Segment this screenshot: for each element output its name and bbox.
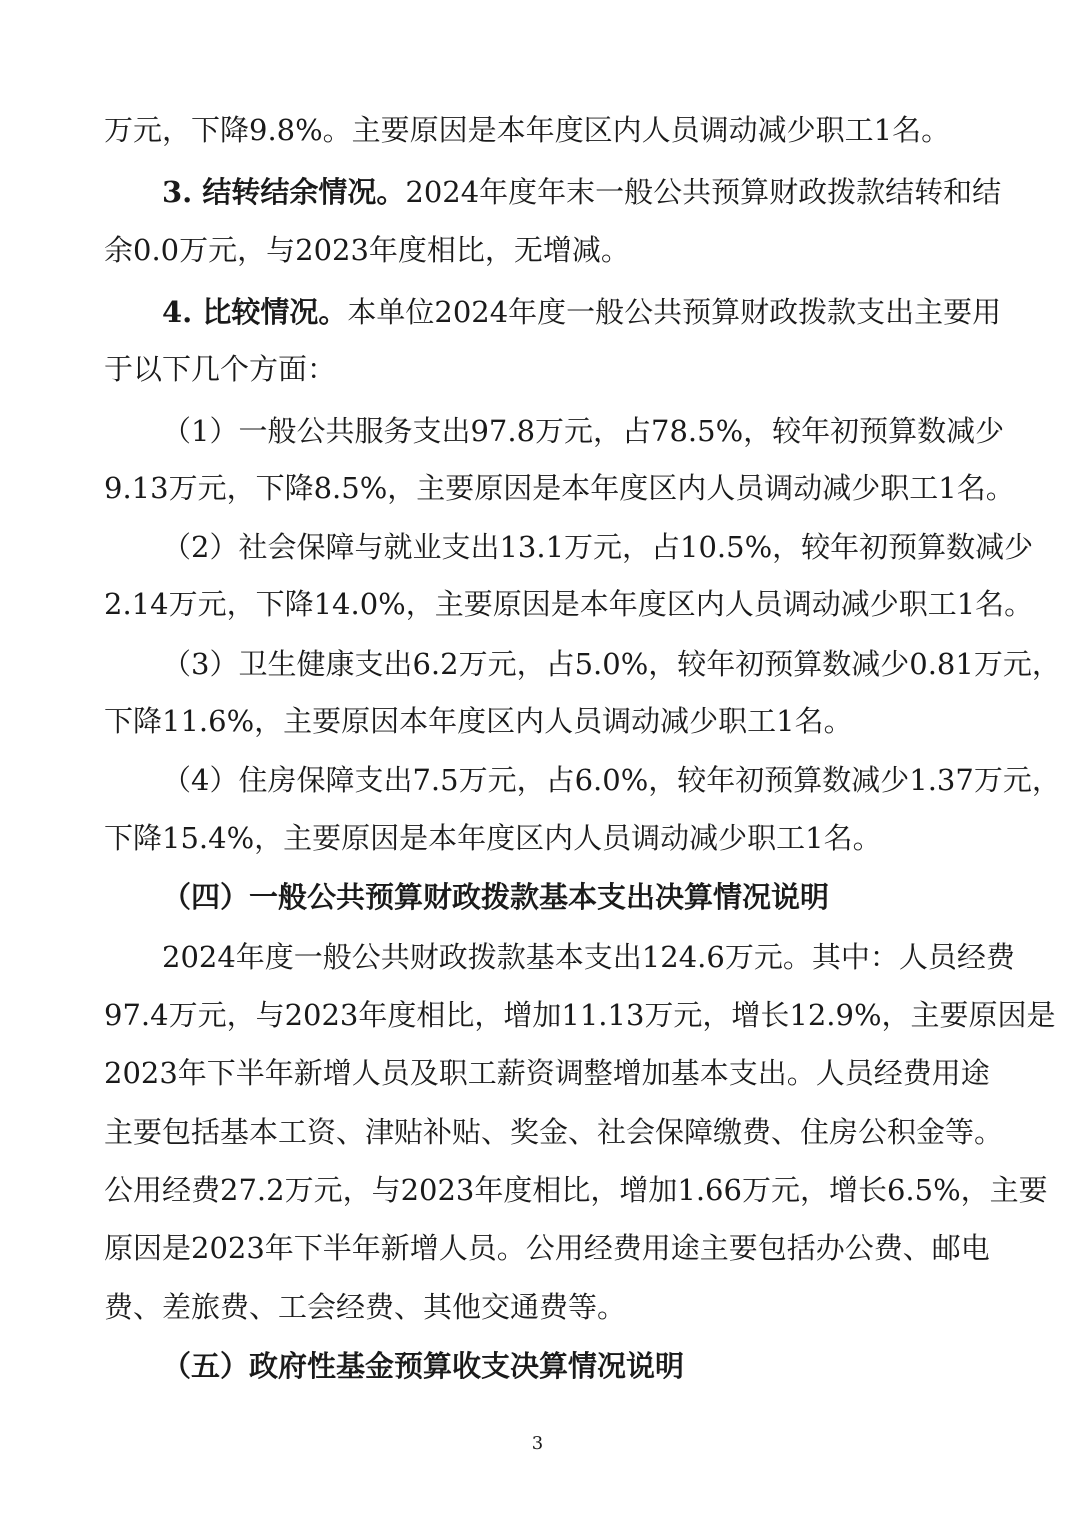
paragraph-line: 于以下几个方面： (104, 352, 337, 386)
paragraph-text: 2024年度年末一般公共预算财政拨款结转和结 (405, 175, 1002, 209)
paragraph-line: 2023年下半年新增人员及职工薪资调整增加基本支出。人员经费用途 (104, 1056, 990, 1090)
section-heading: （五）政府性基金预算收支决算情况说明 (162, 1349, 685, 1383)
paragraph-line: 原因是2023年下半年新增人员。公用经费用途主要包括办公费、邮电 (104, 1231, 990, 1265)
comparison-label: 4. 比较情况。 (162, 295, 348, 329)
paragraph-line: （3）卫生健康支出6.2万元，占5.0%，较年初预算数减少0.81万元， (162, 647, 1061, 681)
page-number: 3 (531, 1433, 544, 1454)
paragraph-text: 本单位2024年度一般公共预算财政拨款支出主要用 (347, 295, 1002, 329)
paragraph-line: 2024年度一般公共财政拨款基本支出124.6万元。其中：人员经费 (162, 940, 1015, 974)
section-heading: （四）一般公共预算财政拨款基本支出决算情况说明 (162, 880, 830, 914)
paragraph-line: 97.4万元，与2023年度相比，增加11.13万元，增长12.9%，主要原因是 (104, 998, 1056, 1032)
paragraph-line (162, 170, 1002, 214)
paragraph-line: 万元，下降9.8%。主要原因是本年度区内人员调动减少职工1名。 (104, 113, 951, 147)
paragraph-line: 余0.0万元，与2023年度相比，无增减。 (104, 233, 630, 267)
paragraph-line: 主要包括基本工资、津贴补贴、奖金、社会保障缴费、住房公积金等。 (104, 1115, 1004, 1149)
paragraph-line: 2.14万元，下降14.0%，主要原因是本年度区内人员调动减少职工1名。 (104, 587, 1034, 621)
paragraph-line (162, 290, 1002, 334)
paragraph-line: （2）社会保障与就业支出13.1万元，占10.5%，较年初预算数减少 (162, 530, 1034, 564)
paragraph-line: 公用经费27.2万元，与2023年度相比，增加1.66万元，增长6.5%，主要 (104, 1173, 1048, 1207)
paragraph-line: （4）住房保障支出7.5万元，占6.0%，较年初预算数减少1.37万元， (162, 763, 1061, 797)
paragraph-line: （1）一般公共服务支出97.8万元，占78.5%，较年初预算数减少 (162, 414, 1005, 448)
carryover-label: 3. 结转结余情况。 (162, 175, 406, 209)
paragraph-line: 下降11.6%，主要原因本年度区内人员调动减少职工1名。 (104, 704, 853, 738)
paragraph-line: 下降15.4%，主要原因是本年度区内人员调动减少职工1名。 (104, 821, 882, 855)
paragraph-line: 9.13万元，下降8.5%，主要原因是本年度区内人员调动减少职工1名。 (104, 471, 1015, 505)
paragraph-line: 费、差旅费、工会经费、其他交通费等。 (104, 1290, 627, 1324)
